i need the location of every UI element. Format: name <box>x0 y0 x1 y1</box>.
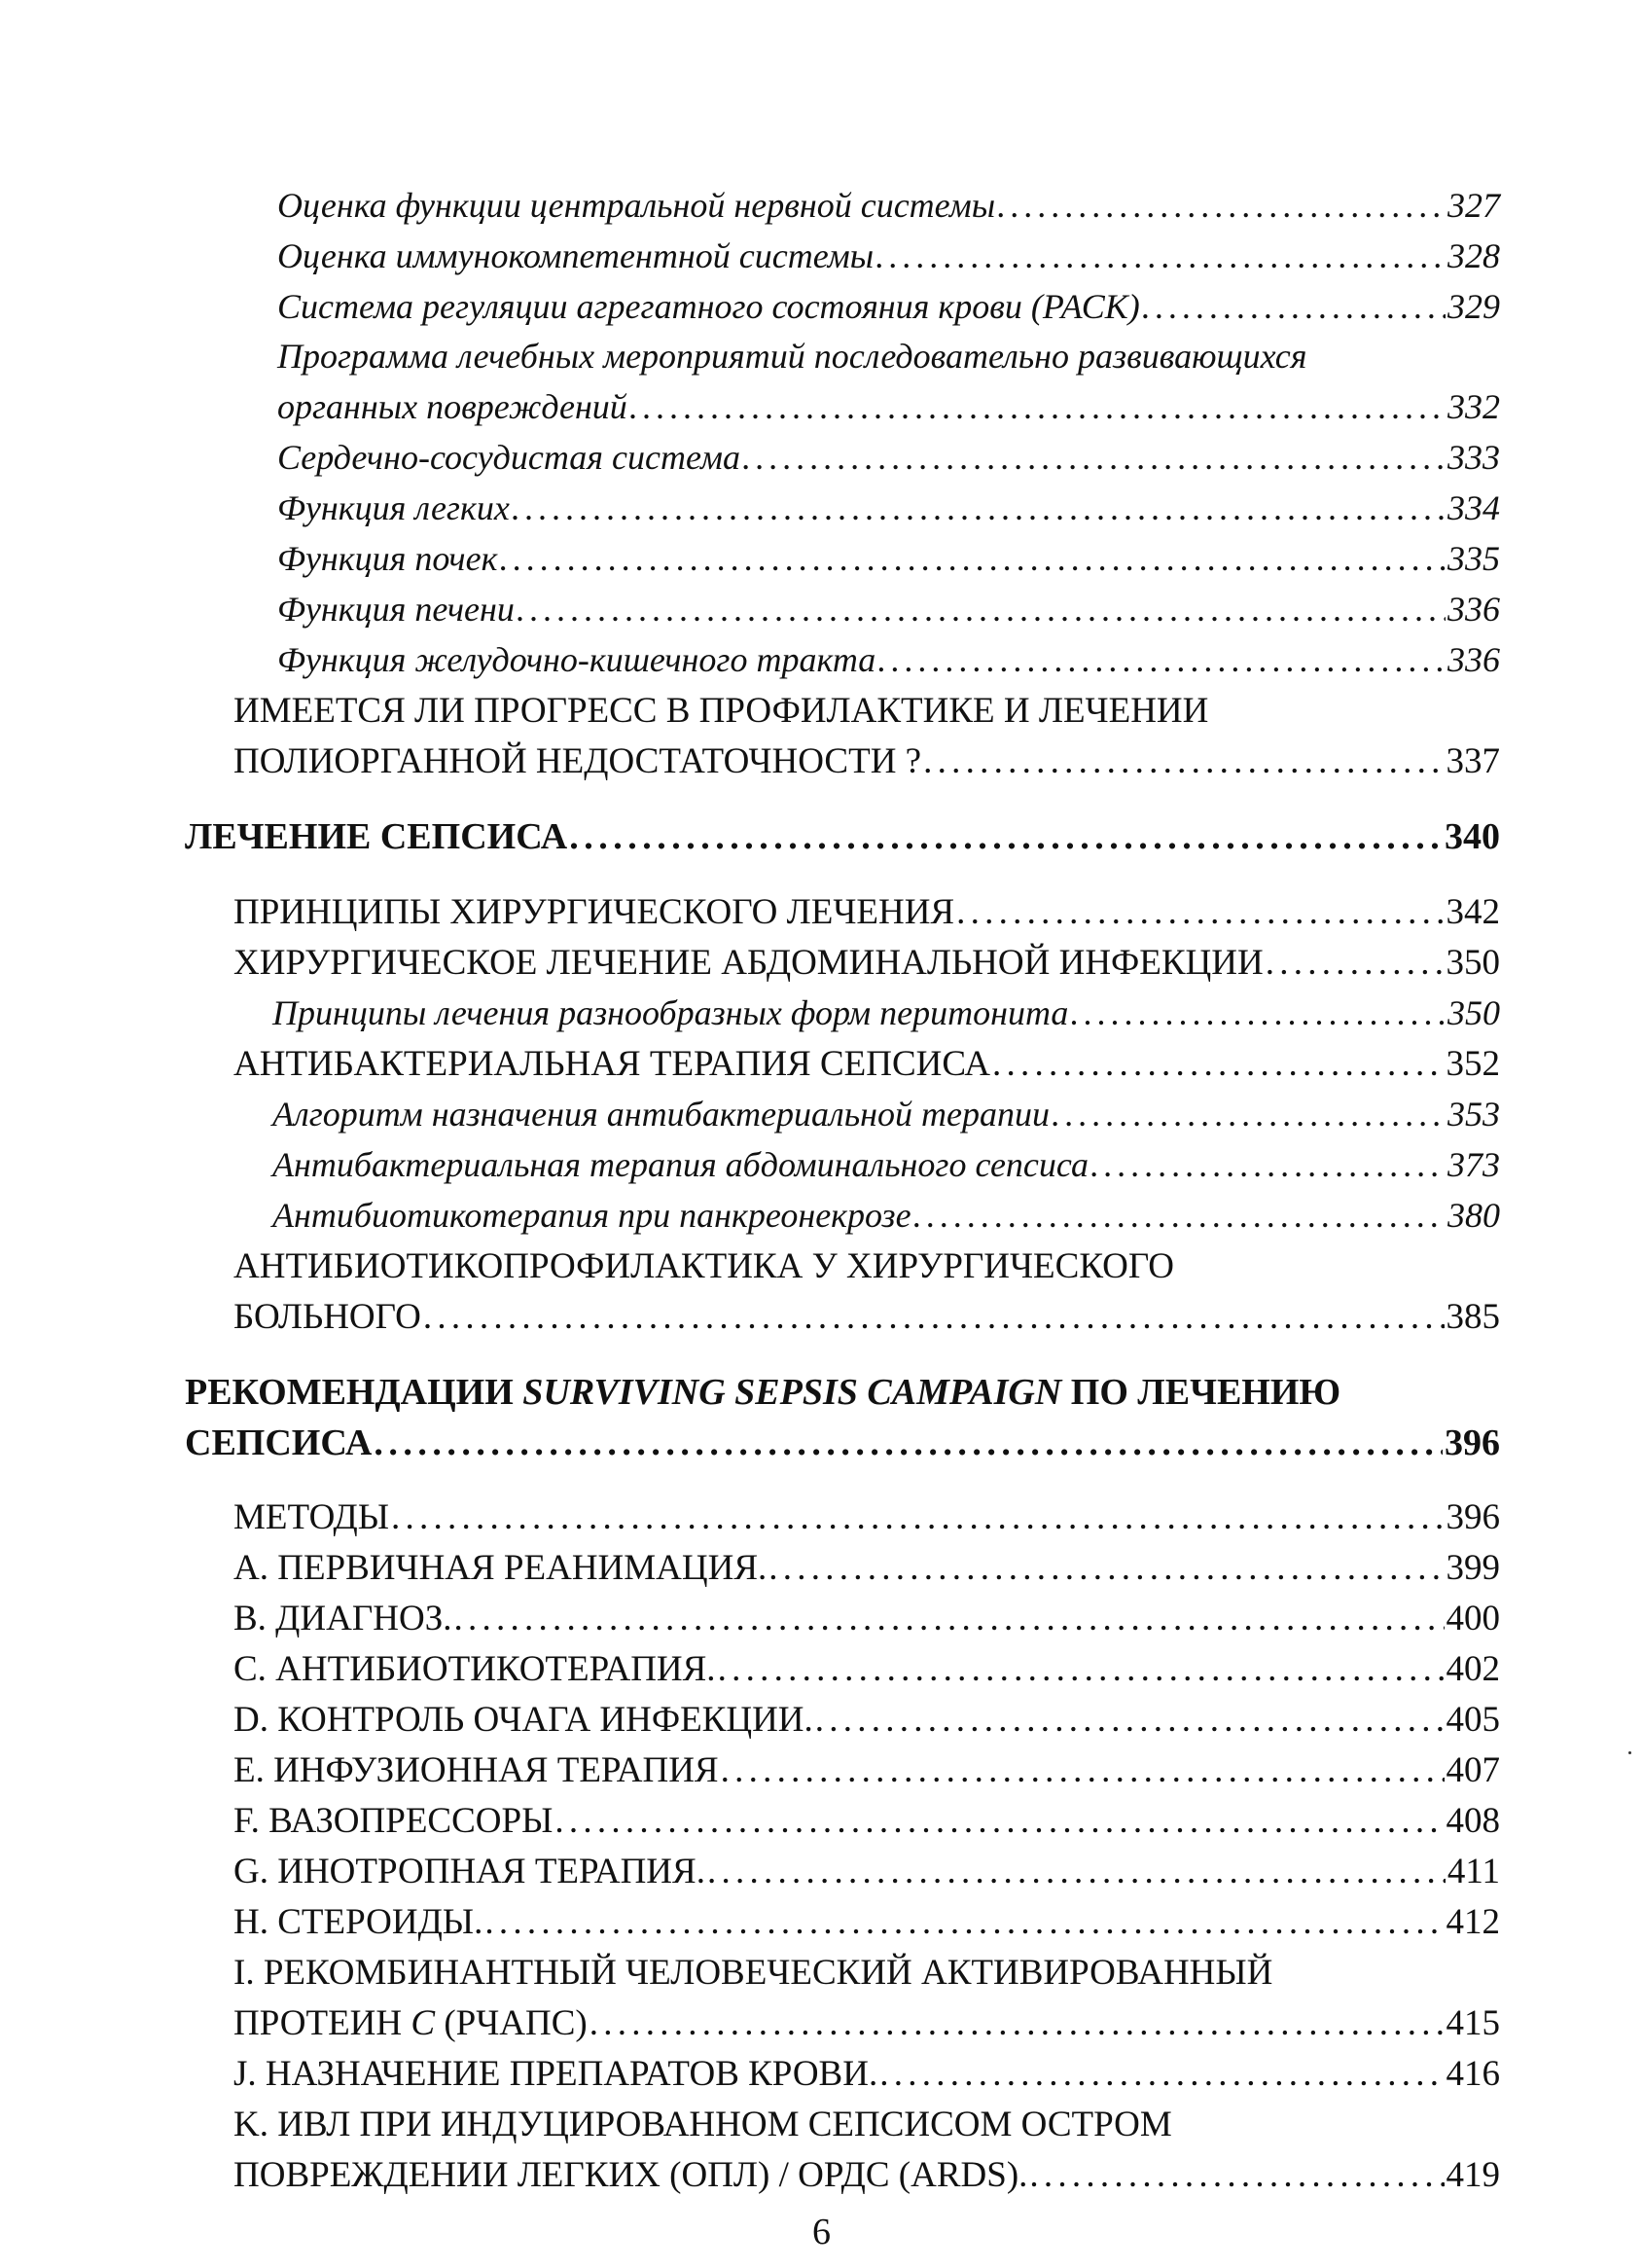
toc-page-number: 380 <box>1447 1196 1500 1235</box>
toc-entry[interactable] <box>277 541 1500 576</box>
toc-entry-title: Принципы лечения разнообразных форм перитонита <box>272 993 1069 1032</box>
toc-page-number: 342 <box>1446 892 1500 932</box>
toc-page-number: 396 <box>1446 1497 1500 1537</box>
toc-entry-title: Оценка иммунокомпетентной системы <box>277 236 875 275</box>
dot-leader <box>499 541 1446 576</box>
chapter-title-part: ПО ЛЕЧЕНИЮ <box>1061 1372 1341 1413</box>
toc-entry[interactable] <box>272 1147 1500 1182</box>
toc-entry[interactable] <box>233 1854 1500 1890</box>
toc-entry[interactable] <box>277 238 1500 273</box>
toc-entry-title-line1: АНТИБИОТИКОПРОФИЛАКТИКА У ХИРУРГИЧЕСКОГО <box>233 1246 1175 1286</box>
dot-leader <box>1052 1097 1446 1132</box>
title-part: ПРОТЕИН <box>233 2003 411 2043</box>
dot-leader <box>484 1904 1444 1940</box>
dot-leader <box>992 1046 1445 1082</box>
toc-entry[interactable] <box>272 995 1500 1030</box>
toc-entry-title: МЕТОДЫ <box>233 1497 389 1537</box>
toc-entry-title: Антибактериальная терапия абдоминального сепсиса <box>272 1145 1089 1184</box>
toc-page-number: 399 <box>1446 1548 1500 1588</box>
toc-page-number: 405 <box>1446 1700 1500 1740</box>
toc-page-number: 402 <box>1446 1649 1500 1689</box>
toc-entry[interactable] <box>233 1752 1500 1788</box>
toc-entry[interactable] <box>272 1198 1500 1233</box>
toc-page-number: 400 <box>1446 1599 1500 1638</box>
dot-leader <box>877 642 1446 677</box>
toc-page-number: 415 <box>1446 2003 1500 2043</box>
toc-entry[interactable] <box>233 1499 1500 1535</box>
dot-leader <box>875 238 1446 273</box>
toc-entry[interactable] <box>277 642 1500 677</box>
dot-leader <box>423 1299 1445 1335</box>
toc-entry[interactable] <box>277 289 1500 324</box>
dot-leader <box>589 2005 1445 2041</box>
toc-chapter-title: СЕПСИСА <box>185 1422 373 1463</box>
toc-entry-title: БОЛЬНОГО <box>233 1297 421 1337</box>
toc-page-number: 412 <box>1446 1902 1500 1942</box>
toc-page-number: 408 <box>1446 1801 1500 1841</box>
toc-page-number: 352 <box>1446 1044 1500 1084</box>
toc-chapter[interactable] <box>185 1424 1500 1461</box>
toc-entry-title: ПРИНЦИПЫ ХИРУРГИЧЕСКОГО ЛЕЧЕНИЯ <box>233 892 955 932</box>
toc-entry[interactable] <box>233 2005 1500 2041</box>
toc-entry-title-line1: Программа лечебных мероприятий последовательно развивающихся <box>277 337 1307 376</box>
toc-page-number: 396 <box>1445 1422 1500 1463</box>
toc-entry[interactable] <box>233 1702 1500 1738</box>
dot-leader <box>391 1499 1445 1535</box>
toc-entry[interactable] <box>277 440 1500 475</box>
dot-leader <box>718 1651 1445 1687</box>
toc-entry-title: ПОВРЕЖДЕНИИ ЛЕГКИХ (ОПЛ) / ОРДС (ARDS). <box>233 2155 1028 2195</box>
toc-entry-title: Оценка функции центральной нервной системы <box>277 186 996 225</box>
toc-page-number: 329 <box>1447 287 1500 326</box>
dot-leader <box>913 1198 1446 1233</box>
dot-leader <box>815 1702 1445 1738</box>
toc-page-number: 327 <box>1447 186 1500 225</box>
dot-leader <box>997 188 1446 223</box>
toc-entry-title-line1: ИМЕЕТСЯ ЛИ ПРОГРЕСС В ПРОФИЛАКТИКЕ И ЛЕЧЕНИИ <box>233 691 1209 731</box>
dot-leader <box>707 1854 1446 1890</box>
toc-page-number: 353 <box>1447 1095 1500 1134</box>
dot-leader <box>629 389 1446 424</box>
title-part-italic: C <box>411 2003 436 2043</box>
dot-leader <box>721 1752 1445 1788</box>
toc-entry[interactable] <box>272 1097 1500 1132</box>
toc-entry-title: АНТИБАКТЕРИАЛЬНАЯ ТЕРАПИЯ СЕПСИСА <box>233 1044 990 1084</box>
toc-entry-title: J. НАЗНАЧЕНИЕ ПРЕПАРАТОВ КРОВИ. <box>233 2054 878 2094</box>
toc-entry[interactable] <box>233 1550 1500 1586</box>
toc-page-number: 419 <box>1446 2155 1500 2195</box>
dot-leader <box>742 440 1446 475</box>
toc-entry[interactable] <box>233 894 1500 930</box>
dot-leader <box>453 1601 1444 1637</box>
toc-entry[interactable] <box>233 1046 1500 1082</box>
dot-leader <box>512 490 1446 525</box>
toc-entry[interactable] <box>277 188 1500 223</box>
chapter-title-part-italic: SURVIVING SEPSIS CAMPAIGN <box>522 1372 1062 1413</box>
toc-entry-title: ПОЛИОРГАННОЙ НЕДОСТАТОЧНОСТИ ? <box>233 741 922 781</box>
toc-entry-title: D. КОНТРОЛЬ ОЧАГА ИНФЕКЦИИ. <box>233 1700 813 1740</box>
toc-entry[interactable] <box>233 743 1500 779</box>
toc-entry[interactable] <box>277 592 1500 627</box>
dot-leader <box>1090 1147 1446 1182</box>
toc-entry-title: Алгоритм назначения антибактериальной терапии <box>272 1095 1050 1134</box>
dot-leader <box>1029 2157 1444 2193</box>
toc-entry-title: F. ВАЗОПРЕССОРЫ <box>233 1801 554 1841</box>
toc-page-number: 336 <box>1447 640 1500 679</box>
toc-page-number: 340 <box>1445 816 1500 857</box>
toc-page-number: 334 <box>1447 488 1500 527</box>
dot-leader <box>374 1424 1443 1461</box>
toc-page-number: 350 <box>1447 993 1500 1032</box>
dot-leader <box>956 894 1444 930</box>
toc-page-number: 350 <box>1446 943 1500 983</box>
toc-entry[interactable] <box>233 1601 1500 1637</box>
toc-entry-title: H. СТЕРОИДЫ. <box>233 1902 483 1942</box>
toc-entry-title: Антибиотикотерапия при панкреонекрозе <box>272 1196 911 1235</box>
toc-entry-title: Система регуляции агрегатного состояния крови (РАСК) <box>277 287 1140 326</box>
toc-entry[interactable] <box>233 2157 1500 2193</box>
page-number: 6 <box>812 2212 831 2252</box>
dot-leader <box>517 592 1446 627</box>
toc-entry-title: Функция легких <box>277 488 510 527</box>
toc-entry[interactable] <box>233 1803 1500 1839</box>
toc-chapter-title-line1 <box>185 1374 1340 1411</box>
dot-leader <box>1266 945 1445 981</box>
toc-entry-title-line1: K. ИВЛ ПРИ ИНДУЦИРОВАННОМ СЕПСИСОМ ОСТРОМ <box>233 2105 1172 2144</box>
toc-entry[interactable] <box>233 1904 1500 1940</box>
toc-page-number: 416 <box>1446 2054 1500 2094</box>
toc-page-number: 411 <box>1447 1852 1500 1891</box>
toc-entry[interactable] <box>233 945 1500 981</box>
toc-entry-title: Функция печени <box>277 590 515 629</box>
toc-entry-title: B. ДИАГНОЗ. <box>233 1599 452 1638</box>
dot-leader <box>1070 995 1446 1030</box>
toc-page-number: 336 <box>1447 590 1500 629</box>
dot-leader <box>879 2056 1444 2092</box>
toc-page-number: 373 <box>1447 1145 1500 1184</box>
toc-entry-title: E. ИНФУЗИОННАЯ ТЕРАПИЯ <box>233 1750 719 1790</box>
toc-page-number: 335 <box>1447 539 1500 578</box>
title-part: (РЧАПС) <box>435 2003 588 2043</box>
toc-entry[interactable] <box>233 1299 1500 1335</box>
toc-page-number: 407 <box>1446 1750 1500 1790</box>
toc-chapter-title: ЛЕЧЕНИЕ СЕПСИСА <box>185 816 568 857</box>
toc-page-number: 328 <box>1447 236 1500 275</box>
toc-entry-title: Функция желудочно-кишечного тракта <box>277 640 876 679</box>
toc-entry-title: A. ПЕРВИЧНАЯ РЕАНИМАЦИЯ. <box>233 1548 768 1588</box>
toc-entry-title-line1: I. РЕКОМБИНАНТНЫЙ ЧЕЛОВЕЧЕСКИЙ АКТИВИРОВАННЫЙ <box>233 1953 1273 1993</box>
toc-entry-title: ХИРУРГИЧЕСКОЕ ЛЕЧЕНИЕ АБДОМИНАЛЬНОЙ ИНФЕКЦИИ <box>233 943 1264 983</box>
scan-speck <box>1628 1751 1631 1754</box>
toc-entry[interactable] <box>233 2056 1500 2092</box>
toc-page-number: 332 <box>1447 387 1500 426</box>
chapter-title-part: РЕКОМЕНДАЦИИ <box>185 1372 523 1413</box>
toc-chapter[interactable] <box>185 818 1500 855</box>
toc-entry-title: G. ИНОТРОПНАЯ ТЕРАПИЯ. <box>233 1852 705 1891</box>
dot-leader <box>554 1803 1444 1839</box>
toc-entry[interactable] <box>277 389 1500 424</box>
toc-entry[interactable] <box>233 1651 1500 1687</box>
toc-entry-title: органных повреждений <box>277 387 627 426</box>
dot-leader <box>923 743 1444 779</box>
toc-entry-title: C. АНТИБИОТИКОТЕРАПИЯ. <box>233 1649 716 1689</box>
toc-page-number: 337 <box>1446 741 1500 781</box>
toc-entry-title <box>233 2005 588 2041</box>
toc-entry-title: Функция почек <box>277 539 498 578</box>
toc-entry[interactable] <box>277 490 1500 525</box>
toc-page-number: 333 <box>1447 438 1500 477</box>
toc-entry-title: Сердечно-сосудистая система <box>277 438 740 477</box>
toc-page-number: 385 <box>1446 1297 1500 1337</box>
dot-leader <box>569 818 1443 855</box>
dot-leader <box>1142 289 1446 324</box>
dot-leader <box>768 1550 1444 1586</box>
